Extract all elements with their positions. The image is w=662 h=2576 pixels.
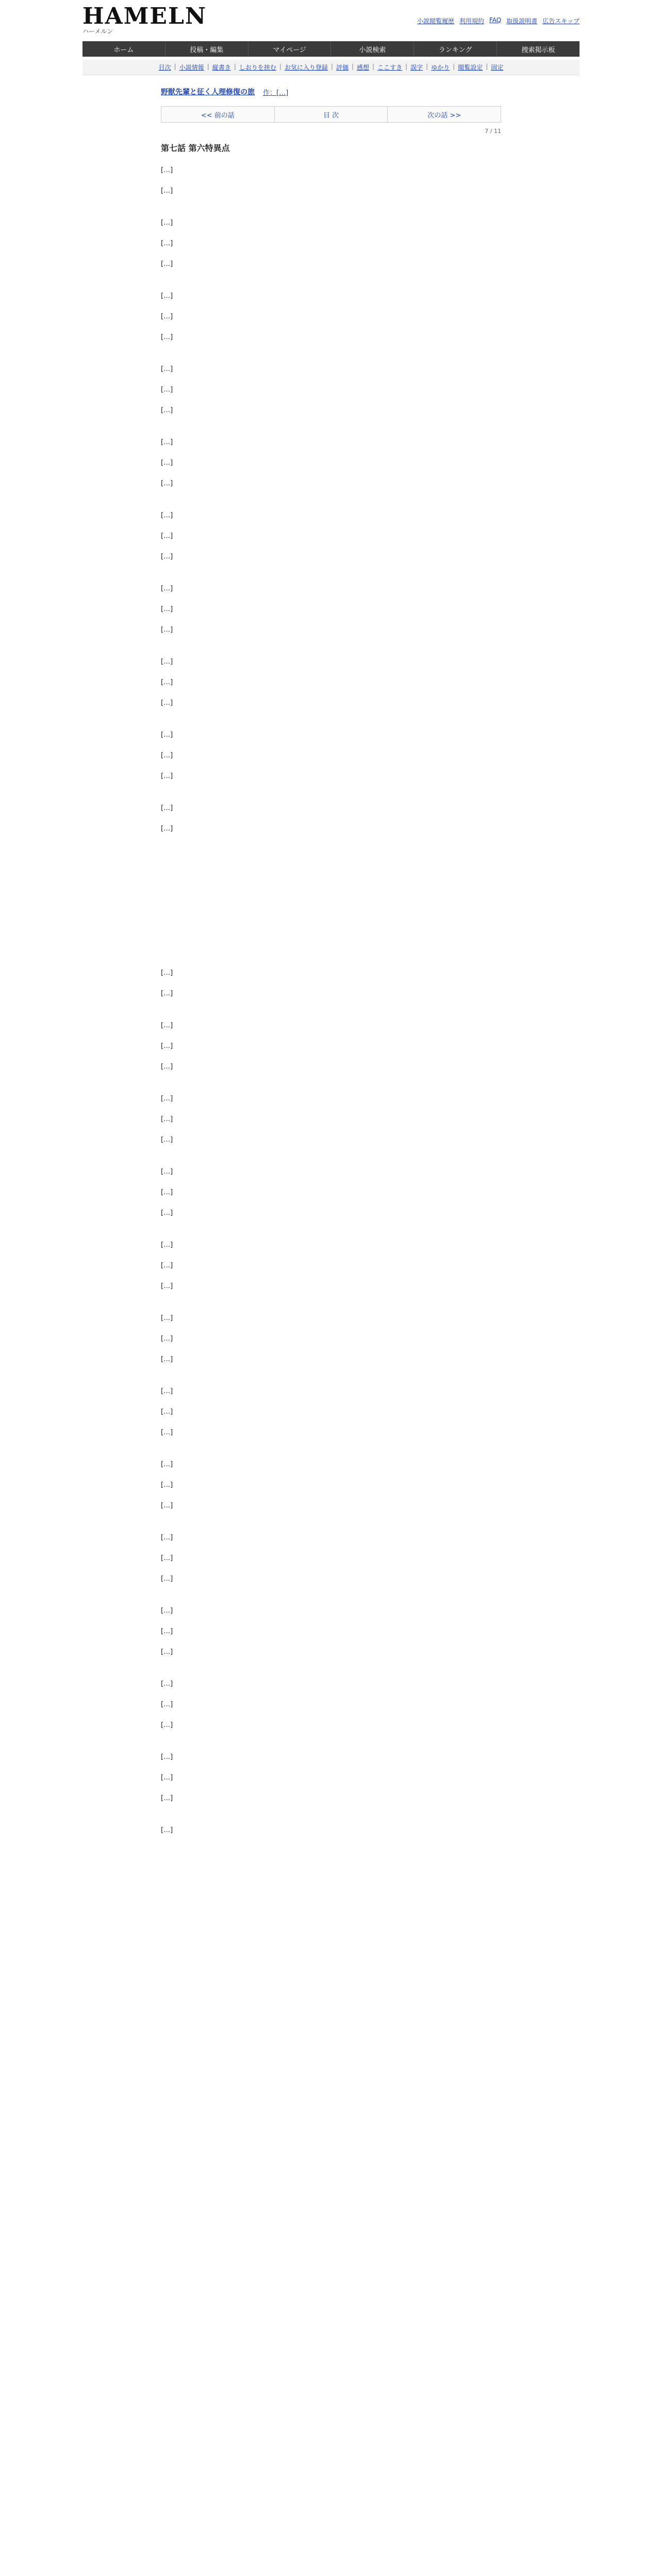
separator: | xyxy=(330,63,333,70)
menu-tab-post-edit[interactable]: 投稿・編集 xyxy=(166,41,249,57)
body-paragraph: […] xyxy=(161,1461,173,1468)
sub-link-typo[interactable]: 誤字 xyxy=(410,64,423,71)
body-paragraph: […] xyxy=(161,990,173,997)
body-paragraph: […] xyxy=(161,605,173,613)
body-paragraph: […] xyxy=(161,333,173,341)
body-paragraph: […] xyxy=(161,512,173,519)
body-paragraph: […] xyxy=(161,679,173,686)
top-links xyxy=(417,16,580,25)
body-paragraph: […] xyxy=(161,166,173,174)
separator: | xyxy=(279,63,282,70)
menu-tab-board[interactable]: 捜索掲示板 xyxy=(521,46,555,54)
top-link-ad-skip[interactable]: 広告スキップ xyxy=(542,17,580,25)
body-paragraph: […] xyxy=(161,1481,173,1489)
body-paragraph: […] xyxy=(161,1355,173,1363)
top-link-terms[interactable]: 利用規約 xyxy=(459,17,484,25)
body-paragraph: […] xyxy=(161,1241,173,1249)
body-paragraph: […] xyxy=(161,1408,173,1416)
body-paragraph: […] xyxy=(161,480,173,487)
chapter-counter: 7 / 11 xyxy=(485,128,501,134)
chapter-nav xyxy=(161,106,501,123)
separator: | xyxy=(372,63,375,70)
body-paragraph: […] xyxy=(161,292,173,300)
top-link-history[interactable]: 小説閲覧履歴 xyxy=(417,17,454,25)
body-paragraph: […] xyxy=(161,1335,173,1343)
body-paragraph: […] xyxy=(161,553,173,561)
body-paragraph: […] xyxy=(161,1022,173,1029)
body-paragraph: […] xyxy=(161,1063,173,1071)
separator: | xyxy=(453,63,455,70)
body-paragraph: […] xyxy=(161,626,173,634)
body-paragraph: […] xyxy=(161,1774,173,1782)
body-paragraph: […] xyxy=(161,1282,173,1290)
body-paragraph: […] xyxy=(161,1189,173,1196)
body-paragraph: […] xyxy=(161,1753,173,1761)
sub-link-novel-info[interactable]: 小説情報 xyxy=(179,64,204,71)
sub-link-comments[interactable]: 感想 xyxy=(357,64,370,71)
body-paragraph: […] xyxy=(161,585,173,592)
separator: | xyxy=(174,63,176,70)
menu-tab-ranking[interactable]: ランキング xyxy=(414,41,497,57)
body-paragraph: […] xyxy=(161,1115,173,1123)
chapter-title: 第七話 第六特異点 xyxy=(161,143,230,153)
body-paragraph: […] xyxy=(161,1721,173,1729)
prev-chapter-button[interactable]: << 前の話 xyxy=(161,107,275,122)
top-link-manual[interactable]: 取扱説明書 xyxy=(506,17,538,25)
body-paragraph: […] xyxy=(161,1262,173,1269)
separator: | xyxy=(426,63,428,70)
sub-link-toc[interactable]: 目次 xyxy=(158,64,171,71)
menu-tab-search[interactable]: 小説検索 xyxy=(331,41,414,57)
novel-sub-links xyxy=(82,60,580,75)
separator: | xyxy=(207,63,209,70)
body-paragraph: […] xyxy=(161,1534,173,1541)
body-paragraph: […] xyxy=(161,438,173,446)
site-logo[interactable] xyxy=(82,3,207,36)
body-paragraph: […] xyxy=(161,1387,173,1395)
body-paragraph: […] xyxy=(161,1680,173,1688)
body-paragraph: […] xyxy=(161,187,173,195)
body-paragraph: […] xyxy=(161,260,173,268)
body-paragraph: […] xyxy=(161,219,173,227)
body-paragraph: […] xyxy=(161,1429,173,1436)
site-header xyxy=(0,0,662,41)
sub-link-view-settings[interactable]: 閲覧設定 xyxy=(458,64,483,71)
body-paragraph: […] xyxy=(161,658,173,666)
body-paragraph: […] xyxy=(161,699,173,707)
separator: | xyxy=(234,63,236,70)
body-paragraph: […] xyxy=(161,1209,173,1217)
top-link-faq[interactable]: FAQ xyxy=(489,16,502,24)
body-paragraph: […] xyxy=(161,772,173,780)
main-menu xyxy=(82,41,580,57)
sub-link-yukari[interactable]: ゆかり xyxy=(431,64,450,71)
body-paragraph: […] xyxy=(161,969,173,977)
sub-link-bookmark[interactable]: しおりを挟む xyxy=(239,64,276,71)
body-paragraph: […] xyxy=(161,825,173,833)
body-paragraph: […] xyxy=(161,1136,173,1144)
separator: | xyxy=(405,63,408,70)
sub-link-kokosuki[interactable]: ここすき xyxy=(377,64,403,71)
body-paragraph: […] xyxy=(161,1554,173,1562)
body-paragraph: […] xyxy=(161,1794,173,1802)
body-paragraph: […] xyxy=(161,1575,173,1583)
body-paragraph: […] xyxy=(161,1168,173,1176)
work-title[interactable]: 野獣先輩と征く人理修復の旅 xyxy=(161,88,255,96)
body-paragraph: […] xyxy=(161,406,173,414)
work-titlebar xyxy=(161,87,501,97)
body-paragraph: […] xyxy=(161,532,173,540)
logo-text: HAMELN xyxy=(82,3,207,29)
reader-content xyxy=(161,75,501,1836)
body-paragraph: […] xyxy=(161,1701,173,1708)
body-paragraph: […] xyxy=(161,240,173,247)
sub-link-favorite[interactable]: お気に入り登録 xyxy=(284,64,328,71)
chapter-body-part-1 xyxy=(161,165,501,835)
body-paragraph: […] xyxy=(161,1314,173,1322)
chapter-body-part-2 xyxy=(161,968,501,1836)
sub-link-pin[interactable]: 固定 xyxy=(491,64,504,71)
toc-button[interactable]: 目 次 xyxy=(275,107,388,122)
separator: | xyxy=(486,63,488,70)
body-paragraph: […] xyxy=(161,1607,173,1615)
work-author[interactable]: 作：[…] xyxy=(263,89,289,97)
next-chapter-button[interactable]: 次の話 >> xyxy=(388,107,501,122)
logo-subtext: ハーメルン xyxy=(82,27,113,35)
body-paragraph: […] xyxy=(161,313,173,320)
body-paragraph: […] xyxy=(161,1628,173,1635)
body-paragraph: […] xyxy=(161,752,173,759)
sub-link-vertical[interactable]: 縦書き xyxy=(212,64,231,71)
body-paragraph: […] xyxy=(161,365,173,373)
body-paragraph: […] xyxy=(161,1095,173,1103)
sub-link-rating[interactable]: 評価 xyxy=(336,64,349,71)
body-paragraph: […] xyxy=(161,1826,173,1834)
body-paragraph: […] xyxy=(161,1648,173,1656)
body-paragraph: […] xyxy=(161,731,173,739)
separator: | xyxy=(351,63,354,70)
body-paragraph: […] xyxy=(161,386,173,394)
body-paragraph: […] xyxy=(161,1502,173,1510)
section-break xyxy=(161,844,501,968)
body-paragraph: […] xyxy=(161,804,173,812)
menu-tab-mypage[interactable]: マイページ xyxy=(249,41,332,57)
menu-tab-home[interactable]: ホーム xyxy=(82,41,166,57)
body-paragraph: […] xyxy=(161,459,173,467)
body-paragraph: […] xyxy=(161,1042,173,1050)
